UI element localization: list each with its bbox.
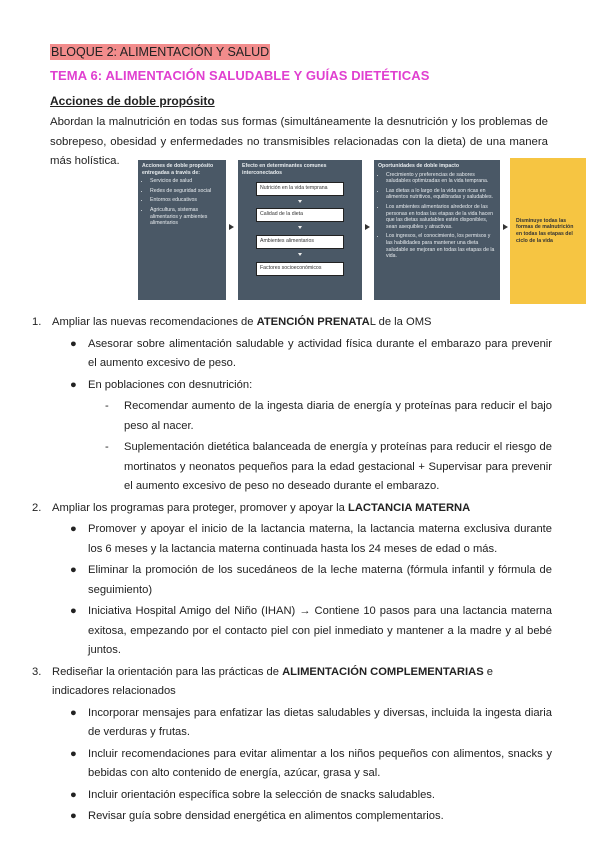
list-bullet: ● Asesorar sobre alimentación saludable y actividad física durante el embarazo para prevenir el aumento excesivo de peso. bbox=[70, 337, 552, 369]
list-item-breastfeeding: 2. Ampliar los programas para proteger, promover y apoyar la LACTANCIA MATERNA bbox=[32, 501, 471, 514]
list-bullet: ● En poblaciones con desnutrición: bbox=[70, 378, 253, 391]
section-subheading: Acciones de doble propósito bbox=[50, 94, 215, 108]
list-bullet: ● Eliminar la promoción de los sucedáneos de la leche materna (fórmula infantil y fórmula de seguimiento) bbox=[70, 564, 552, 596]
list-bullet: ● Incluir recomendaciones para evitar alimentar a los niños pequeños con alimentos, snacks y bebidas con alto contenido de energía, azúcar, grasa y sal. bbox=[70, 747, 552, 779]
determinant-early-life: Nutrición en la vida temprana bbox=[256, 182, 344, 196]
list-item-complementary: 3. Rediseñar la orientación para las prácticas de ALIMENTACIÓN COMPLEMENTARIAS e indicadores relacionados bbox=[32, 665, 494, 697]
arrow-right-icon bbox=[503, 224, 508, 230]
topic-title: TEMA 6: ALIMENTACIÓN SALUDABLE Y GUÍAS DIETÉTICAS bbox=[50, 68, 430, 83]
list-bullet: ● Promover y apoyar el inicio de la lactancia materna, la lactancia materna exclusiva durante los 6 meses y la lactancia materna continuada hasta los 24 meses de edad o más. bbox=[70, 523, 552, 555]
list-item-prenatal: 1. Ampliar las nuevas recomendaciones de ATENCIÓN PRENATAL de la OMS bbox=[32, 316, 432, 328]
double-duty-diagram bbox=[138, 158, 586, 304]
diagram-box-determinants: Efecto en determinantes comunes interconectados bbox=[238, 160, 362, 300]
list-bullet: ● Revisar guía sobre densidad energética en alimentos complementarios. bbox=[70, 810, 444, 822]
arrow-right-icon bbox=[365, 224, 370, 230]
arrow-down-icon bbox=[298, 253, 302, 256]
actions-list bbox=[32, 313, 552, 827]
list-subbullet: - Recomendar aumento de la ingesta diaria de energía y proteínas para reducir el bajo peso al nacer. bbox=[105, 400, 552, 432]
list-bullet: ● Iniciativa Hospital Amigo del Niño (IHAN) → Contiene 10 pasos para una lactancia materna exitosa, empezando por el contacto piel con piel inmediato y mantener a la madre y al bebé juntos. bbox=[70, 605, 552, 656]
list-subbullet: - Suplementación dietética balanceada de energía y proteínas para reducir el riesgo de mortinatos y neonatos pequeños para la edad gestacional + Supervisar para prevenir el aumento excesivo de peso no deseado durante el embarazo. bbox=[105, 441, 552, 492]
list-bullet: ● Incluir orientación específica sobre la selección de snacks saludables. bbox=[70, 788, 436, 801]
block-title: BLOQUE 2: ALIMENTACIÓN Y SALUD bbox=[51, 45, 270, 59]
arrow-down-icon bbox=[298, 200, 302, 203]
determinant-food-environments: Ambientes alimentarios bbox=[256, 235, 344, 249]
determinant-socioeconomic: Factores socioeconómicos bbox=[256, 262, 344, 276]
list-bullet: ● Incorporar mensajes para enfatizar las dietas saludables y diversas, incluida la ingesta diaria de verduras y frutas. bbox=[70, 706, 552, 738]
diagram-box-outcome: Disminuye todas las formas de malnutrición en todas las etapas del ciclo de la vida bbox=[510, 158, 586, 304]
arrow-down-icon bbox=[298, 226, 302, 229]
diagram-box-opportunities: Oportunidades de doble impacto • Crecimiento y preferencias de sabores saludables optimizadas en la vida temprana. • Las dietas a lo largo de la vida son ricas en alimentos nutritivos, equilibradas y saludables. • Los ambientes alimentarios alrededor de las personas en todas las etapas de la vida hacen que las dietas saludables estén disponibles, sean asequibles y atractivas. • Los ingresos, el conocimiento, los permisos y las habilidades para mantener una dieta saludable se mejoran en todas las etapas de la vida. bbox=[374, 160, 500, 300]
determinant-diet-quality: Calidad de la dieta bbox=[256, 208, 344, 222]
diagram-box-delivery: Acciones de doble propósito entregadas a través de: • Servicios de salud • Redes de seguridad social • Entornos educativos • Agricultura, sistemas alimentarios y ambientes alimentarios bbox=[138, 160, 226, 300]
intro-paragraph: Abordan la malnutrición en todas sus formas (simultáneamente la desnutrición y los problemas de sobrepeso, obesidad y enfermedades no transmisibles relacionadas con la dieta) de una manera más holística. bbox=[50, 116, 548, 167]
arrow-right-icon bbox=[229, 224, 234, 230]
